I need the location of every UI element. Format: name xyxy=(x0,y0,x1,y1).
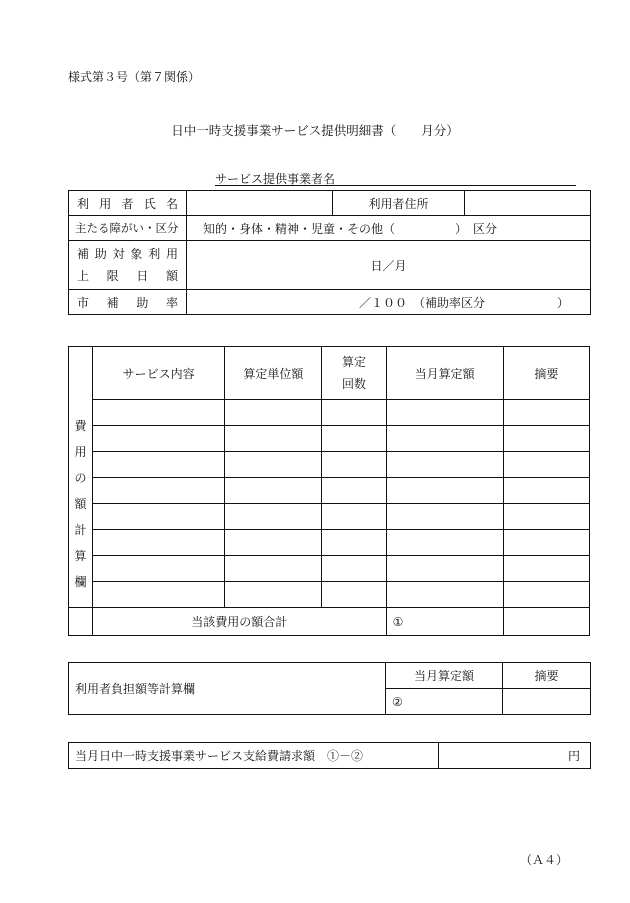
side-char: 用 xyxy=(74,444,87,459)
cell[interactable] xyxy=(93,504,225,530)
cell[interactable] xyxy=(93,478,225,504)
table-row xyxy=(69,452,590,478)
table-row xyxy=(69,530,590,556)
subsidy-limit-label-line2: 上限日額 xyxy=(77,269,178,283)
user-burden-remarks-header: 摘要 xyxy=(503,663,591,689)
cell[interactable] xyxy=(322,400,386,426)
user-name-label: 利用者氏名 xyxy=(69,191,187,216)
cell[interactable] xyxy=(225,582,322,608)
side-char: 額 xyxy=(74,496,87,511)
cell[interactable] xyxy=(503,504,589,530)
user-burden-monthly-header: 当月算定額 xyxy=(386,663,503,689)
cell[interactable] xyxy=(225,530,322,556)
document-title: 日中一時支援事業サービス提供明細書（ 月分） xyxy=(171,123,459,138)
cell[interactable] xyxy=(93,556,225,582)
billing-unit: 円 xyxy=(567,749,580,763)
cell[interactable] xyxy=(386,400,503,426)
user-burden-table xyxy=(68,662,591,715)
billing-table xyxy=(68,742,591,769)
side-char: 費 xyxy=(74,418,87,433)
provider-name-label: サービス提供事業者名 xyxy=(215,172,336,186)
user-burden-remarks-field[interactable] xyxy=(503,689,591,715)
cell[interactable] xyxy=(503,400,589,426)
header-count xyxy=(322,347,386,400)
cell[interactable] xyxy=(322,478,386,504)
cell[interactable] xyxy=(322,426,386,452)
cell[interactable] xyxy=(386,530,503,556)
cell[interactable] xyxy=(503,426,589,452)
table-row xyxy=(69,556,590,582)
cell[interactable] xyxy=(225,400,322,426)
cell[interactable] xyxy=(93,582,225,608)
paper-size-label: （Ａ４） xyxy=(519,853,568,867)
cell[interactable] xyxy=(225,478,322,504)
total-marker: ① xyxy=(392,614,404,629)
provider-name-line xyxy=(215,170,576,186)
header-service: サービス内容 xyxy=(93,347,225,400)
user-info-table xyxy=(68,190,591,315)
header-monthly: 当月算定額 xyxy=(386,347,503,400)
header-count-line2: 回数 xyxy=(342,377,367,391)
cell[interactable] xyxy=(225,556,322,582)
cell[interactable] xyxy=(322,582,386,608)
cell[interactable] xyxy=(386,452,503,478)
cell[interactable] xyxy=(93,530,225,556)
cell[interactable] xyxy=(225,426,322,452)
total-label: 当該費用の額合計 xyxy=(93,608,387,636)
table-row xyxy=(69,426,590,452)
city-rate-value: ／１００ （補助率区分 ） xyxy=(187,290,591,315)
billing-label: 当月日中一時支援事業サービス支給費請求額 ①－② xyxy=(69,743,439,769)
disability-label: 主たる障がい・区分 xyxy=(69,216,187,241)
cell[interactable] xyxy=(503,556,589,582)
table-row xyxy=(69,478,590,504)
header-remarks: 摘要 xyxy=(503,347,589,400)
total-amount-field[interactable] xyxy=(386,608,503,636)
cell[interactable] xyxy=(93,426,225,452)
disability-options: 知的・身体・精神・児童・その他（ ） 区分 xyxy=(187,216,591,241)
cell[interactable] xyxy=(386,478,503,504)
cell[interactable] xyxy=(322,504,386,530)
user-address-field[interactable] xyxy=(465,191,591,216)
table-row xyxy=(69,400,590,426)
cell[interactable] xyxy=(322,530,386,556)
user-burden-amount-field[interactable] xyxy=(386,689,503,715)
cell[interactable] xyxy=(386,504,503,530)
header-count-line1: 算定 xyxy=(342,355,367,369)
total-remarks-field[interactable] xyxy=(503,608,589,636)
user-name-field[interactable] xyxy=(187,191,333,216)
cost-calc-side-label xyxy=(69,347,93,608)
billing-amount-field[interactable] xyxy=(439,743,591,769)
header-unit-amount: 算定単位額 xyxy=(225,347,322,400)
form-number: 様式第３号（第７関係） xyxy=(68,70,201,84)
cell[interactable] xyxy=(386,582,503,608)
table-row xyxy=(69,504,590,530)
cell[interactable] xyxy=(503,452,589,478)
subsidy-limit-label-line1: 補助対象利用 xyxy=(77,247,178,261)
user-burden-marker: ② xyxy=(392,694,403,709)
user-address-label: 利用者住所 xyxy=(333,191,465,216)
cell[interactable] xyxy=(503,478,589,504)
cell[interactable] xyxy=(322,556,386,582)
side-char: 欄 xyxy=(74,574,87,589)
cell[interactable] xyxy=(225,504,322,530)
cell[interactable] xyxy=(503,530,589,556)
side-char: の xyxy=(74,470,87,485)
cell[interactable] xyxy=(322,452,386,478)
subsidy-limit-value: 日／月 xyxy=(187,241,591,290)
cell[interactable] xyxy=(93,452,225,478)
cell[interactable] xyxy=(503,582,589,608)
user-burden-label: 利用者負担額等計算欄 xyxy=(69,663,386,715)
table-row xyxy=(69,582,590,608)
side-char: 計 xyxy=(74,522,87,537)
side-char: 算 xyxy=(74,548,87,563)
cell[interactable] xyxy=(93,400,225,426)
city-rate-label: 市補助率 xyxy=(69,290,187,315)
cost-calc-table xyxy=(68,346,590,636)
cell[interactable] xyxy=(225,452,322,478)
cell[interactable] xyxy=(386,556,503,582)
cell[interactable] xyxy=(386,426,503,452)
